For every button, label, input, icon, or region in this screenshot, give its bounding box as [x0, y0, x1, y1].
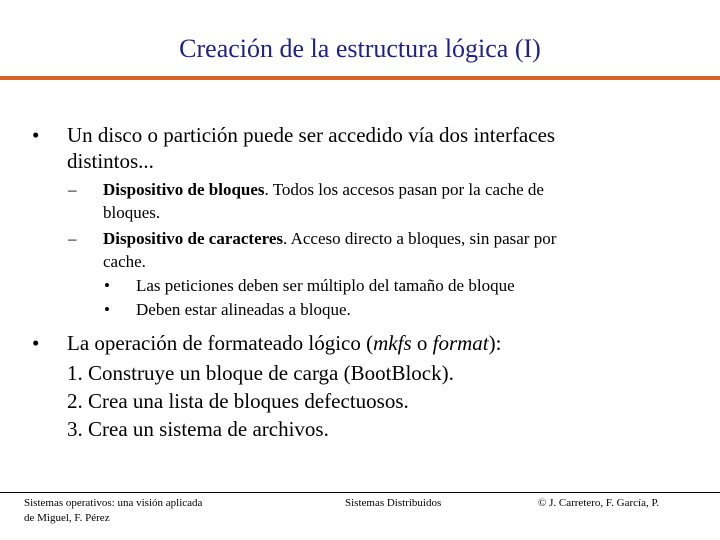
sub-bullet-marker: –	[68, 229, 77, 248]
title-divider	[0, 76, 720, 80]
sub-bullet-marker: –	[68, 180, 77, 199]
subsub-bullet-marker: •	[104, 276, 110, 295]
footer-left-line2: de Miguel, F. Pérez	[24, 512, 110, 524]
sub-bullet-line: bloques.	[103, 203, 161, 222]
footer-center: Sistemas Distribuidos	[345, 497, 442, 509]
command-format: format	[432, 331, 489, 355]
sub-bullet-line	[103, 227, 556, 250]
numbered-step: 1. Construye un bloque de carga (BootBlock).	[67, 361, 454, 385]
subsub-bullet-marker: •	[104, 300, 110, 319]
sub-bullet-line: cache.	[103, 252, 146, 271]
footer-left-line1: Sistemas operativos: una visión aplicada	[24, 497, 203, 509]
sub-bullet-line	[103, 178, 544, 201]
bullet-text-line: distintos...	[67, 149, 154, 173]
sub-bullet-term: Dispositivo de bloques	[103, 180, 265, 199]
command-mkfs: mkfs	[373, 331, 412, 355]
footer-divider	[0, 492, 720, 493]
subsub-bullet-text: Deben estar alineadas a bloque.	[136, 300, 351, 319]
bullet-marker: •	[32, 331, 40, 355]
sub-bullet-desc: . Todos los accesos pasan por la cache de	[264, 180, 544, 199]
bullet-intro: La operación de formateado lógico (	[67, 331, 374, 355]
numbered-step: 2. Crea una lista de bloques defectuosos.	[67, 389, 409, 413]
bullet-text-line: Un disco o partición puede ser accedido vía dos interfaces	[67, 123, 556, 147]
bullet-end: ):	[488, 331, 502, 355]
bullet-connector: o	[411, 331, 433, 355]
bullet-text-line	[67, 330, 501, 356]
subsub-bullet-text: Las peticiones deben ser múltiplo del tamaño de bloque	[136, 276, 515, 295]
sub-bullet-desc: . Acceso directo a bloques, sin pasar por	[283, 229, 557, 248]
bullet-marker: •	[32, 123, 40, 147]
sub-bullet-term: Dispositivo de caracteres	[103, 229, 284, 248]
slide-title: Creación de la estructura lógica (I)	[179, 34, 541, 63]
footer-right: © J. Carretero, F. García, P.	[538, 497, 660, 509]
numbered-step: 3. Crea un sistema de archivos.	[67, 417, 329, 441]
